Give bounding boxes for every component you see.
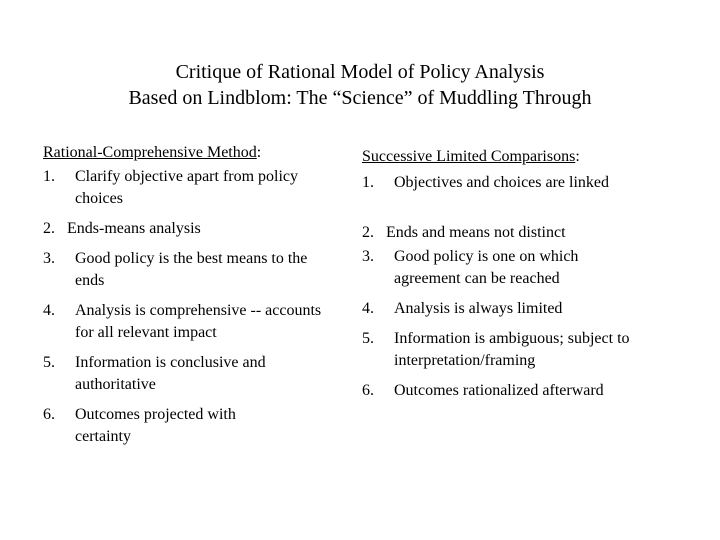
list-item [43,218,343,240]
list-item [362,380,692,402]
right-heading [362,146,692,168]
list-item [362,328,692,372]
title-line-1: Critique of Rational Model of Policy Analysis [175,61,545,83]
item-text: Outcomes projected with certainty [75,406,236,445]
item-number: 4. [362,300,374,317]
item-text: Analysis is always limited [394,300,563,317]
rational-comprehensive-column [43,142,343,448]
item-text: Information is ambiguous; subject to interpretation/framing [394,330,630,369]
item-text: Ends and means not distinct [386,224,566,241]
list-item [362,172,692,194]
item-number: 5. [362,330,374,347]
item-number: 6. [362,382,374,399]
right-heading-colon: : [575,148,580,165]
item-text: Good policy is one on which agreement can be reached [394,248,579,287]
left-heading [43,142,343,164]
list-item [43,166,343,210]
list-item [43,352,343,396]
list-item [43,404,343,448]
item-number: 2. [43,220,55,237]
list-item [362,246,692,290]
item-text: Analysis is comprehensive -- accounts for all relevant impact [75,302,322,341]
left-heading-colon: : [256,144,262,161]
right-heading-text: Successive Limited Comparisons [362,148,576,165]
successive-limited-column [362,146,692,402]
item-number: 6. [43,406,55,423]
item-number: 2. [362,224,374,241]
item-text: Objectives and choices are linked [394,174,610,191]
list-item [362,222,692,244]
list-item [43,300,343,344]
list-item [362,298,692,320]
item-number: 5. [43,354,55,371]
item-number: 1. [362,174,374,191]
item-text: Clarify objective apart from policy choices [75,168,299,207]
item-text: Information is conclusive and authoritative [75,354,266,393]
item-number: 3. [362,248,374,265]
slide-title [0,59,720,111]
left-heading-text: Rational-Comprehensive Method [43,144,257,161]
item-text: Good policy is the best means to the ends [75,250,308,289]
item-text: Outcomes rationalized afterward [394,382,604,399]
title-line-2: Based on Lindblom: The “Science” of Muddling Through [128,87,592,109]
item-number: 4. [43,302,55,319]
item-number: 3. [43,250,55,267]
list-item [43,248,343,292]
item-text: Ends-means analysis [67,220,201,237]
item-number: 1. [43,168,55,185]
